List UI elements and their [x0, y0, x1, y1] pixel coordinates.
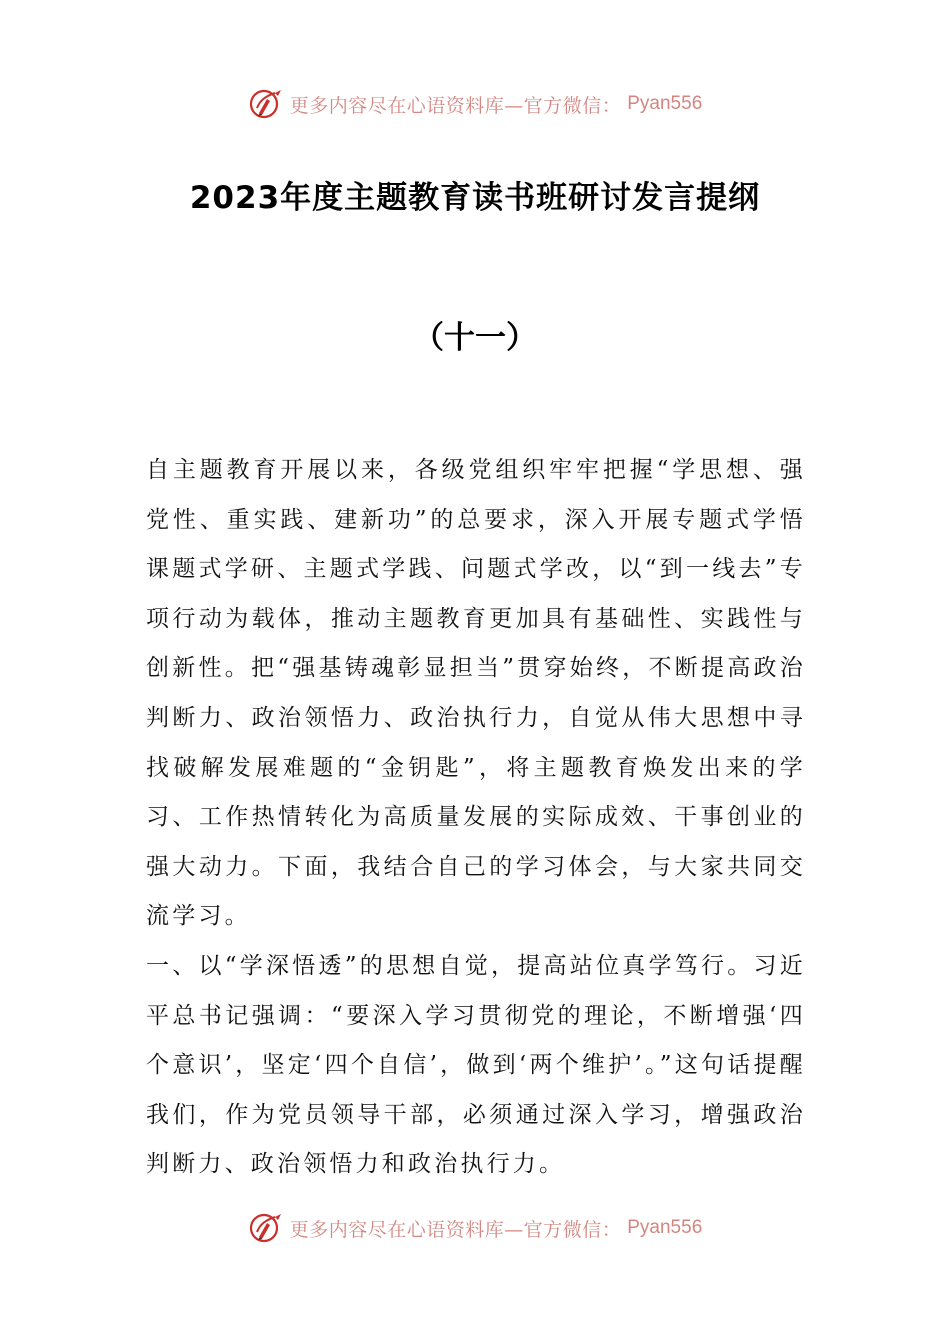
header-banner	[0, 84, 950, 124]
document-body	[146, 446, 806, 1190]
paragraph-intro: 自主题教育开展以来，各级党组织牢牢把握“学思想、强党性、重实践、建新功”的总要求，深入开展专题式学悟课题式学研、主题式学践、问题式学改，以“到一线去”专项行动为载体，推动主题教育更加具有基础性、实践性与创新性。把“强基铸魂彰显担当”贯穿始终，不断提高政治判断力、政治领悟力、政治执行力，自觉从伟大思想中寻找破解发展难题的“金钥匙”，将主题教育焕发出来的学习、工作热情转化为高质量发展的实际成效、干事创业的强大动力。下面，我结合自己的学习体会，与大家共同交流学习。	[146, 457, 806, 930]
page-title: 2023年度主题教育读书班研讨发言提纲	[189, 180, 761, 216]
page-subtitle: （十一）	[413, 320, 537, 356]
paragraph-section-one: 一、以“学深悟透”的思想自觉，提高站位真学笃行。习近平总书记强调：“要深入学习贯彻党的理论，不断增强‘四个意识’，坚定‘四个自信’，做到‘两个维护’。”这句话提醒我们，作为党员领导干部，必须通过深入学习，增强政治判断力、政治领悟力和政治执行力。	[146, 952, 806, 1178]
footer-wechat-id: Pyan556	[627, 1217, 703, 1238]
header-banner-text: 更多内容尽在心语资料库—官方微信：	[289, 94, 622, 117]
pen-logo-icon	[248, 1210, 284, 1246]
header-wechat-id: Pyan556	[627, 93, 703, 114]
footer-banner-text: 更多内容尽在心语资料库—官方微信：	[289, 1218, 622, 1241]
footer-banner	[0, 1208, 950, 1248]
pen-logo-icon	[248, 86, 284, 122]
